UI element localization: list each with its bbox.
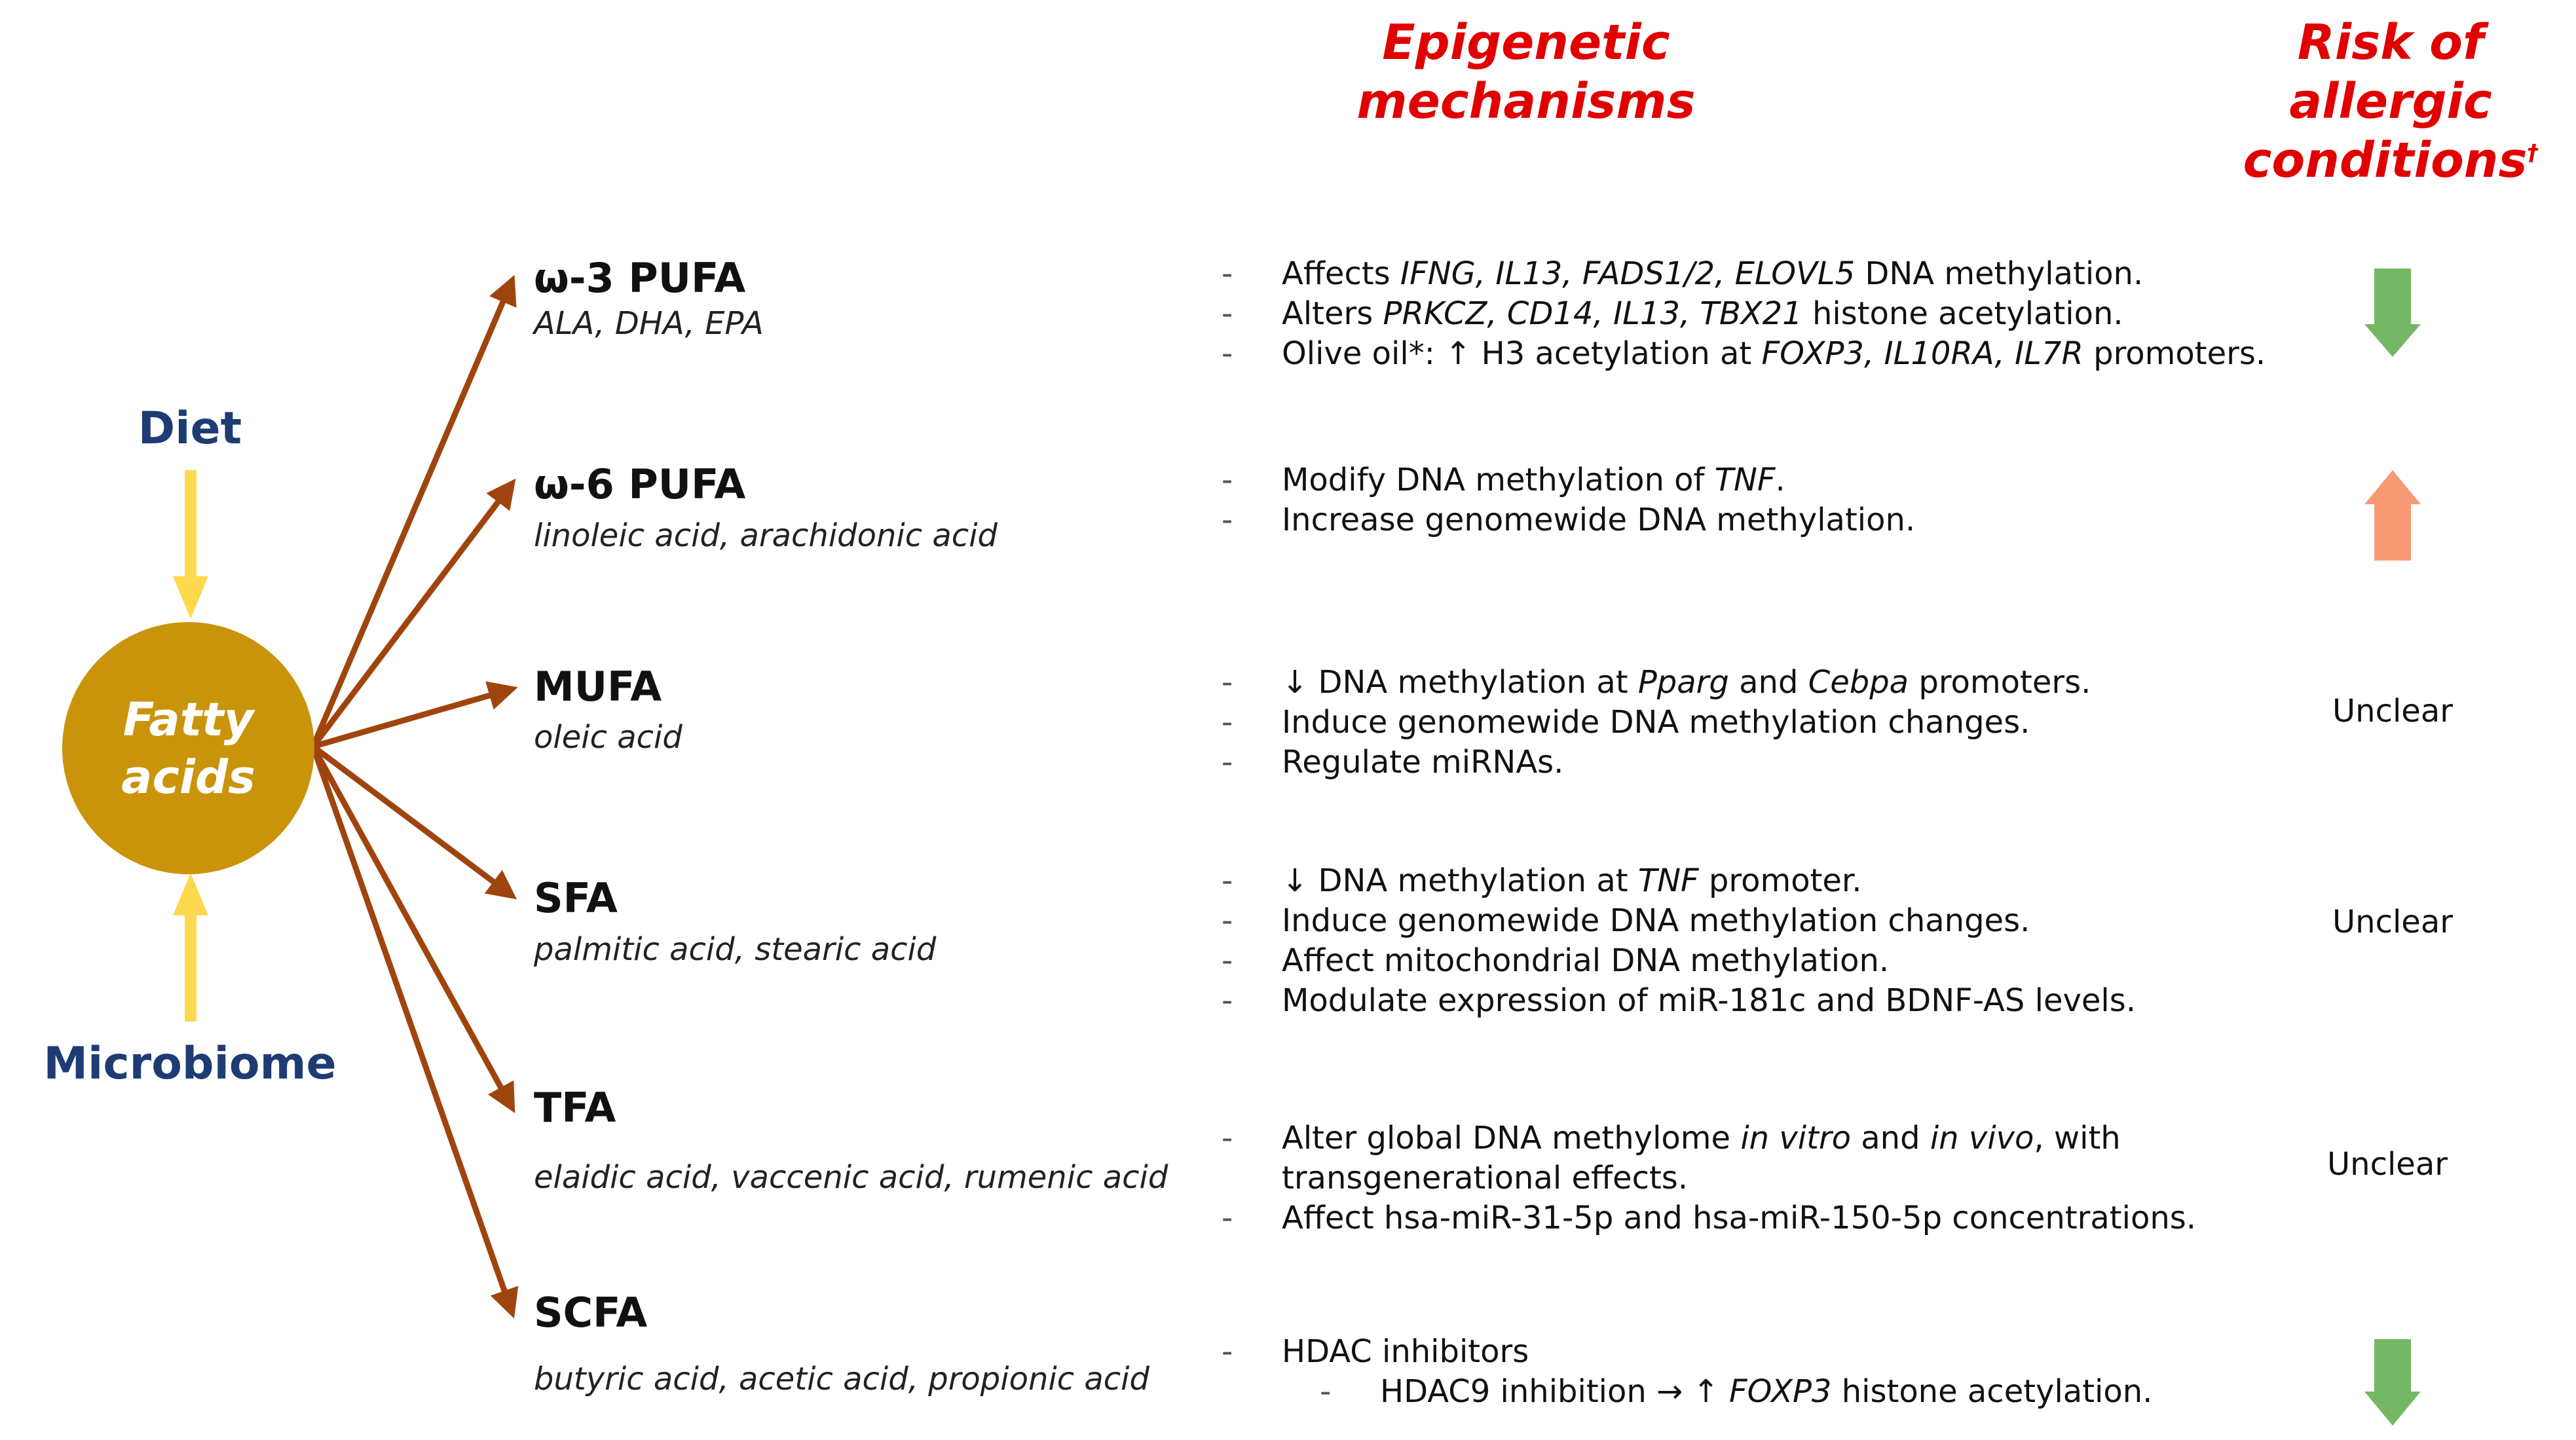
mechanisms-sfa bbox=[1222, 861, 2136, 1021]
risk-header-line1: Risk of allergic bbox=[2289, 14, 2492, 130]
diet-to-fatty-acids-arrow bbox=[173, 470, 208, 619]
fatty-acid-name-omega6: ω-6 PUFA bbox=[534, 460, 746, 508]
epigenetic-header-line1: Epigenetic bbox=[1382, 14, 1670, 71]
mechanism-subitem: - HDAC9 inhibition → ↑ FOXP3 histone acetylation. bbox=[1320, 1373, 2153, 1410]
fatty-acid-examples-sfa: palmitic acid, stearic acid bbox=[534, 931, 937, 968]
mechanism-item: - Induce genomewide DNA methylation changes. bbox=[1222, 704, 2030, 741]
fatty-acid-examples-scfa: butyric acid, acetic acid, propionic acid bbox=[534, 1361, 1149, 1397]
mechanisms-tfa bbox=[1222, 1118, 2196, 1238]
risk-header-line2-text: conditions bbox=[2243, 132, 2528, 189]
mechanism-item: - Affect mitochondrial DNA methylation. bbox=[1222, 942, 1890, 979]
risk-tfa-unclear: Unclear bbox=[2327, 1146, 2448, 1183]
risk-mufa-unclear: Unclear bbox=[2332, 693, 2453, 729]
mechanism-item: - Alter global DNA methylome in vitro and in vivo, with transgenerational effects. bbox=[1222, 1120, 2121, 1196]
mechanism-item: - Increase genomewide DNA methylation. bbox=[1222, 502, 1916, 538]
mechanism-item: - HDAC inhibitors bbox=[1222, 1333, 1529, 1370]
mechanism-item: - Modulate expression of miR-181c and BDNF-AS levels. bbox=[1222, 982, 2137, 1019]
risk-arrow-omega6-up-icon bbox=[2364, 470, 2421, 561]
mechanism-item: - ↓ DNA methylation at TNF promoter. bbox=[1222, 862, 1862, 899]
fatty-acid-name-tfa: TFA bbox=[534, 1084, 616, 1132]
branch-arrow-sfa bbox=[313, 747, 512, 896]
mechanisms-omega3 bbox=[1222, 254, 2266, 374]
mechanism-item: - Induce genomewide DNA methylation changes. bbox=[1222, 902, 2030, 939]
mechanism-item: - Regulate miRNAs. bbox=[1222, 744, 1564, 781]
microbiome-to-fatty-acids-arrow bbox=[173, 873, 208, 1022]
epigenetic-header-line2: mechanisms bbox=[1356, 73, 1696, 130]
circle-label-line2: acids bbox=[121, 750, 255, 804]
fatty-acid-name-scfa: SCFA bbox=[534, 1289, 648, 1337]
mechanism-item: - Affect hsa-miR-31-5p and hsa-miR-150-5p concentrations. bbox=[1222, 1200, 2197, 1236]
mechanism-item: - Alters PRKCZ, CD14, IL13, TBX21 histone acetylation. bbox=[1222, 295, 2123, 332]
mechanisms-scfa bbox=[1222, 1332, 2152, 1412]
branch-arrow-scfa bbox=[313, 747, 512, 1313]
microbiome-label: Microbiome bbox=[43, 1038, 337, 1090]
risk-arrow-omega3-down-icon bbox=[2364, 268, 2421, 357]
mechanism-item: - Affects IFNG, IL13, FADS1/2, ELOVL5 DNA methylation. bbox=[1222, 255, 2144, 292]
fatty-acid-examples-tfa: elaidic acid, vaccenic acid, rumenic acid bbox=[534, 1159, 1168, 1196]
fatty-acid-examples-omega6: linoleic acid, arachidonic acid bbox=[534, 517, 998, 554]
branch-arrow-mufa bbox=[313, 689, 512, 747]
risk-sfa-unclear: Unclear bbox=[2332, 904, 2453, 940]
mechanisms-omega6 bbox=[1222, 460, 1915, 540]
fatty-acids-circle bbox=[62, 622, 314, 874]
risk-dagger-marker: † bbox=[2527, 139, 2539, 166]
diet-label: Diet bbox=[138, 403, 242, 454]
mechanisms-mufa bbox=[1222, 663, 2091, 783]
mechanism-item: - ↓ DNA methylation at Pparg and Cebpa promoters. bbox=[1222, 664, 2091, 701]
circle-label-line1: Fatty bbox=[122, 692, 254, 747]
fatty-acid-name-mufa: MUFA bbox=[534, 663, 662, 711]
fatty-acid-examples-mufa: oleic acid bbox=[534, 719, 682, 756]
mechanism-item: - Olive oil*: ↑ H3 acetylation at FOXP3, IL10RA, IL7R promoters. bbox=[1222, 335, 2266, 372]
risk-arrow-scfa-down-icon bbox=[2364, 1339, 2421, 1426]
mechanism-item: - Modify DNA methylation of TNF. bbox=[1222, 462, 1785, 498]
fatty-acid-name-sfa: SFA bbox=[534, 874, 618, 922]
fatty-acid-name-omega3: ω-3 PUFA bbox=[534, 254, 746, 302]
branch-arrow-omega3 bbox=[313, 280, 512, 747]
branch-arrow-omega6 bbox=[313, 483, 512, 747]
fatty-acid-examples-omega3: ALA, DHA, EPA bbox=[534, 305, 764, 342]
